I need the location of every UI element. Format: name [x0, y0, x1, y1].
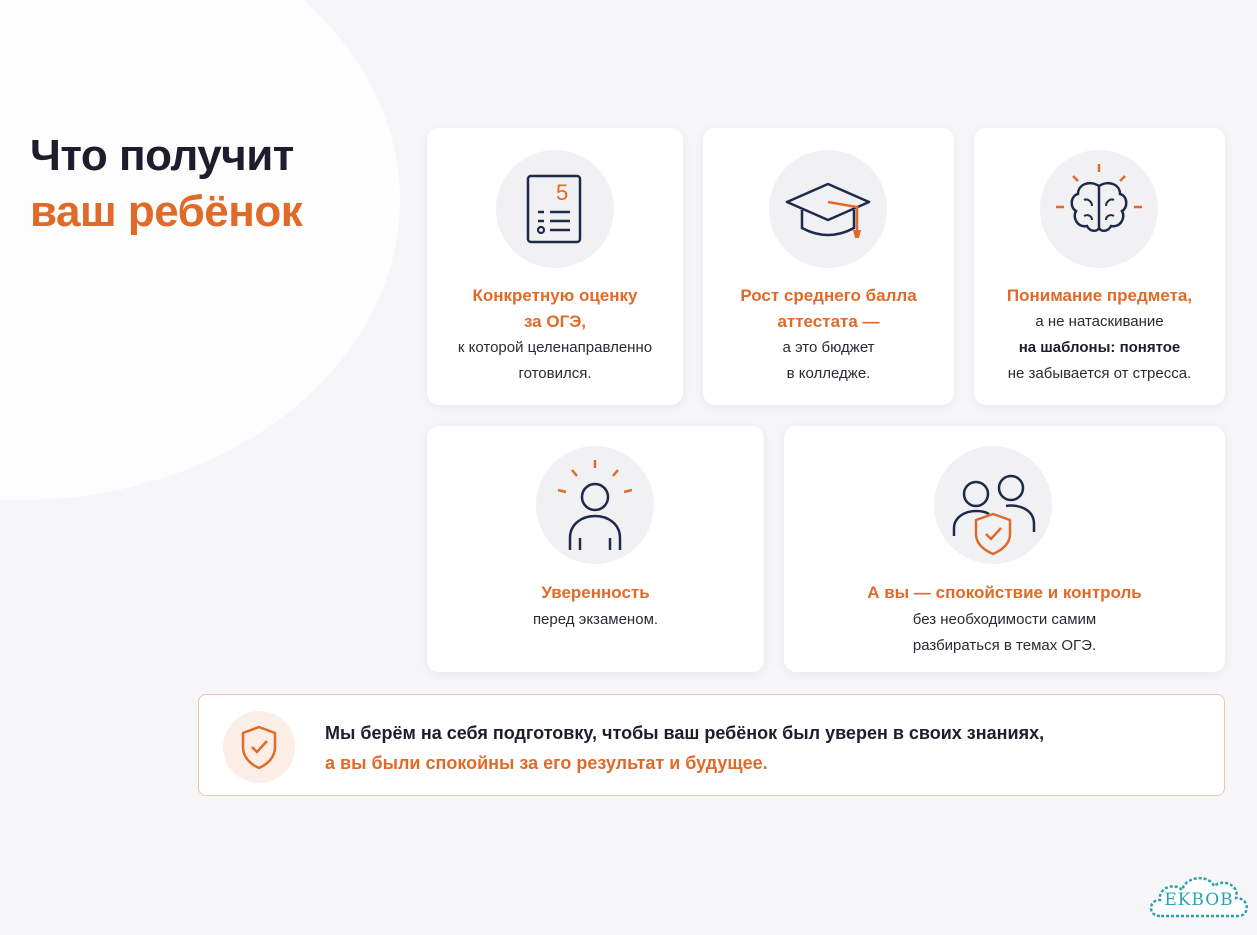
card-description	[427, 335, 683, 387]
card-title-line: аттестата —	[777, 312, 880, 331]
parents-shield-icon	[934, 446, 1052, 564]
card-desc-line: а не натаскивание	[1035, 313, 1164, 330]
grade-number: 5	[556, 180, 569, 205]
benefit-card-grade	[427, 128, 683, 405]
card-desc-line: в колледже.	[786, 365, 871, 382]
shield-check-icon	[223, 711, 295, 783]
page-title-line2: ваш ребёнок	[30, 187, 303, 236]
page-title-line1: Что получит	[30, 131, 294, 180]
card-title	[784, 580, 1225, 606]
benefit-card-confidence	[427, 426, 764, 672]
benefit-card-average-score	[703, 128, 954, 405]
card-title	[427, 580, 764, 606]
card-desc-bold: понятое	[1119, 339, 1181, 356]
watermark-logo	[1146, 866, 1252, 930]
card-description	[784, 607, 1225, 659]
card-title-line: Понимание предмета,	[1006, 286, 1193, 305]
card-desc-line: без необходимости самим	[912, 611, 1097, 628]
page-title	[30, 128, 302, 240]
summary-banner	[198, 694, 1225, 796]
card-title-line: А вы — спокойствие и контроль	[867, 583, 1142, 602]
card-title	[703, 283, 954, 335]
background-circle	[0, 0, 400, 500]
grade-sheet-icon	[496, 150, 614, 268]
graduation-cap-icon	[769, 150, 887, 268]
benefit-card-understanding	[974, 128, 1225, 405]
card-desc-line: разбираться в темах ОГЭ.	[912, 637, 1097, 654]
card-desc-line: а это бюджет	[782, 339, 875, 356]
confident-person-icon	[536, 446, 654, 564]
card-description	[974, 309, 1225, 387]
card-desc-line: готовился.	[518, 365, 592, 382]
banner-line2: а вы были спокойны за его результат и будущее.	[325, 753, 768, 773]
card-desc-line: перед экзаменом.	[532, 611, 659, 628]
card-title	[974, 283, 1225, 309]
card-title-line: Уверенность	[541, 583, 650, 602]
brain-icon	[1040, 150, 1158, 268]
card-desc-line	[974, 335, 1225, 361]
card-description	[703, 335, 954, 387]
card-title-line: за ОГЭ,	[523, 312, 587, 331]
card-description	[427, 607, 764, 633]
card-desc-line: не забывается от стресса.	[1007, 365, 1192, 382]
banner-text	[325, 718, 1044, 778]
card-title-line: Рост среднего балла	[740, 286, 917, 305]
card-desc-bold: на шаблоны:	[1018, 339, 1116, 356]
card-title-line: Конкретную оценку	[472, 286, 638, 305]
benefit-card-parents-control	[784, 426, 1225, 672]
watermark-text: EKBOB	[1164, 890, 1234, 910]
card-desc-line: к которой целенаправленно	[457, 339, 653, 356]
card-title	[427, 283, 683, 335]
banner-line1: Мы берём на себя подготовку, чтобы ваш ребёнок был уверен в своих знаниях,	[325, 723, 1045, 743]
